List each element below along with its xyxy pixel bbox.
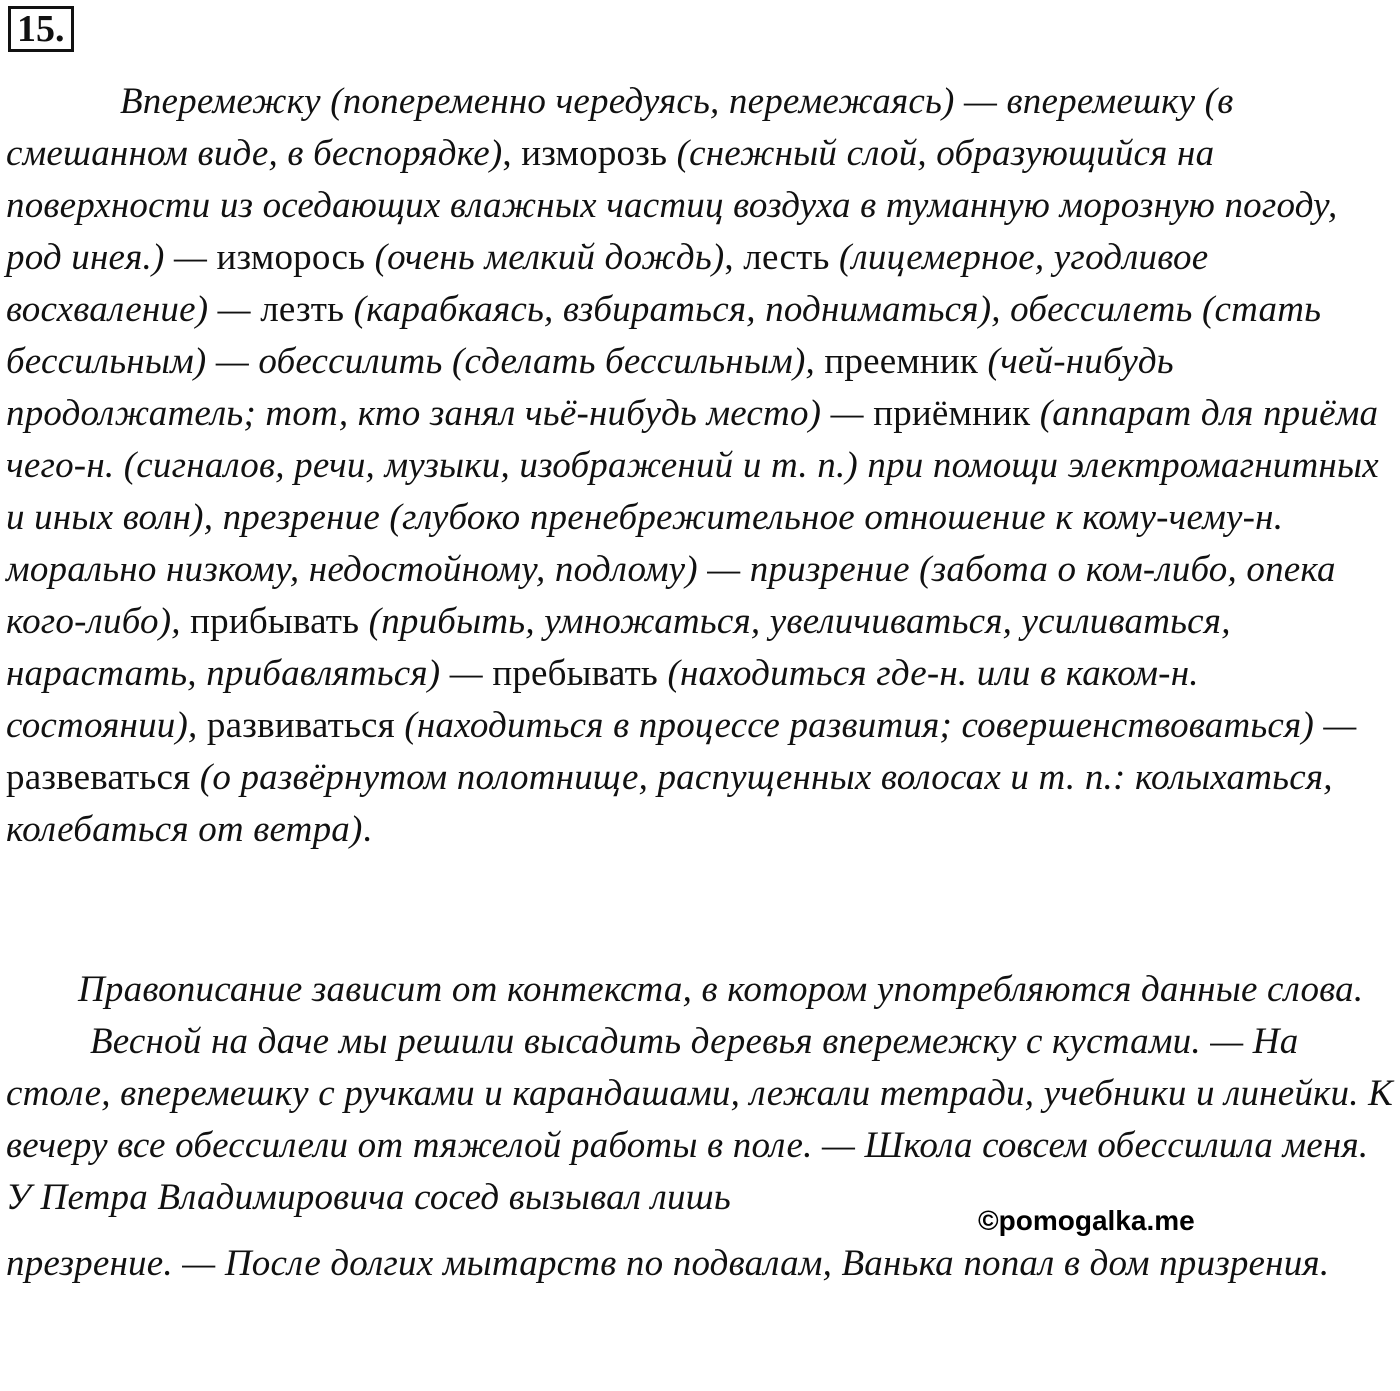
definition-segment: (лицемерное, угодливое восхваление) — bbox=[6, 237, 1209, 330]
definitions-paragraph bbox=[6, 76, 1398, 856]
rule-paragraph bbox=[6, 964, 1398, 1016]
definition-segment: (находиться в процессе развития; совершенствоваться) — bbox=[394, 705, 1357, 746]
examples-text-end: презрение. — После долгих мытарств по подвалам, Ванька попал в дом призрения. bbox=[6, 1243, 1330, 1284]
definition-segment: (карабкаясь, взбираться, подниматься), обессилеть (стать бессильным) — обессилить (сделать бессильным), bbox=[6, 289, 1322, 382]
word-segment: преемник bbox=[814, 341, 979, 382]
definition-segment: (чей-нибудь продолжатель; тот, кто занял чьё-нибудь место) — bbox=[6, 341, 1174, 434]
watermark: ©pomogalka.me bbox=[978, 1205, 1195, 1236]
examples-paragraph-end bbox=[6, 1238, 1398, 1290]
word-segment: , измороз bbox=[502, 133, 651, 174]
definitions-text bbox=[6, 81, 1379, 850]
word-segment: , лесть bbox=[724, 237, 840, 278]
rule-text: Правописание зависит от контекста, в котором употребляются данные слова. bbox=[78, 969, 1364, 1010]
definition-segment: (находиться где-н. или в каком-н. состоянии), bbox=[6, 653, 1199, 746]
word-segment: . bbox=[362, 809, 372, 850]
word-segment: приёмник bbox=[873, 393, 1031, 434]
word-segment: изморось bbox=[216, 237, 366, 278]
definition-segment: (о развёрнутом полотнище, распущенных волосах и т. п.: колыхаться, колебаться от ветра) bbox=[6, 757, 1333, 850]
examples-paragraph bbox=[6, 1016, 1398, 1224]
word-segment: пребывать bbox=[492, 653, 659, 694]
word-segment: развеваться bbox=[6, 757, 191, 798]
definition-segment: (аппарат для приёма чего-н. (сигналов, речи, музыки, изображений и т. п.) при помощи электромагнитных и иных волн), презрение (глубоко пренебрежительное отношение к кому-чему-н. морально низкому, недостойному, подлому) — призрение (забота о ком-либо, опека кого-либо), bbox=[6, 393, 1379, 642]
exercise-number: 15. bbox=[8, 6, 74, 52]
definition-segment: (снежный слой, образующийся на поверхности из оседающих влажных частиц воздуха в туманную морозную погоду, род инея.) — bbox=[6, 133, 1338, 278]
word-segment: лезть bbox=[260, 289, 345, 330]
word-segment: развиваться bbox=[197, 705, 395, 746]
explanation-block bbox=[6, 964, 1398, 1290]
examples-text: Весной на даче мы решили высадить деревья вперемежку с кустами. — На столе, вперемешку с ручками и карандашами, лежали тетради, учебники и линейки. К вечеру все обессилели от тяжелой работы в поле. — Школа совсем обессилила меня. У Петра Владимировича сосед вызывал лишь bbox=[6, 1021, 1393, 1218]
definition-segment: (очень мелкий дождь) bbox=[365, 237, 725, 278]
definition-segment: (прибыть, умножаться, увеличиваться, усиливаться, нарастать, прибавляться) — bbox=[6, 601, 1231, 694]
definition-segment: Вперемежку (попеременно чередуясь, перемежаясь) — вперемешку (в смешанном виде, в беспорядке) bbox=[6, 81, 1234, 174]
word-segment: прибывать bbox=[180, 601, 360, 642]
word-segment: ь bbox=[650, 133, 668, 174]
